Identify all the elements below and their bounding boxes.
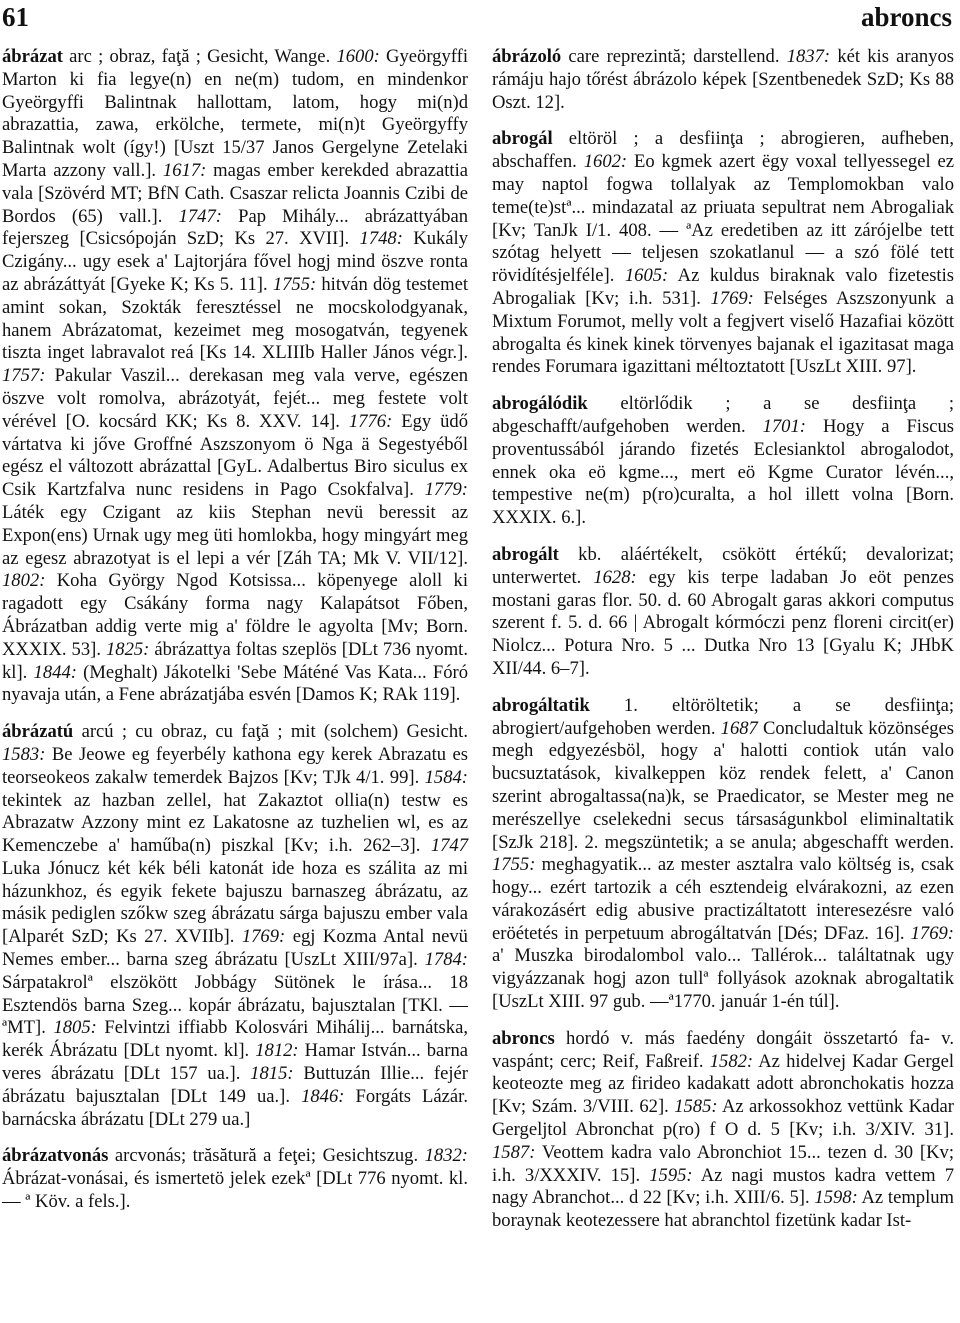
entry-text: eltörlődik ; a se desfiinţa ; abgeschafft/aufgehoben werden. <box>492 393 954 437</box>
entry-headword: ábrázoló <box>492 46 562 67</box>
entry-text: Concludaltuk közönséges megh edgyezésböl, hogy a' halotti contiok után valo bucsuztatások, kivalkeppen köz rendek felett, a' Canon szerint abrogaltassa(na)k, se Praedicator, se Mester meg ne merészellye cselekedni secus társaságunkbol eliminaltatik [SzJk 218]. 2. megszüntetik; a se anula; abgeschafft werden. <box>492 717 954 853</box>
citation-date: 1769: <box>910 922 954 944</box>
entry-text: tekintek az hazban zellel, hat Zakaztot ollia(n) testw es Abrazatw Azzony mint ez Lakatosne az tuzhelien wl, es az Kemenczebe a' haműba(n) piszkal [Kv; i.h. 262–3]. <box>2 789 468 857</box>
citation-date: 1825: <box>105 638 150 660</box>
entry-text: Sárpatakrolª elszökött Jobbágy Sütönek le írása... 18 Esztendös barna Szeg... kopár ábrázatu, bajusztalan [TKl. —ªMT]. <box>2 971 468 1039</box>
citation-date: 1747 <box>430 835 468 857</box>
citation-date: 1617: <box>162 159 207 181</box>
citation-date: 1812: <box>255 1040 299 1062</box>
entry-text: Ábrázat-vonásai, és ismertetö jelek ezekª [DLt 776 nyomt. kl. — ª Köv. a fels.]. <box>2 1168 468 1213</box>
entry-headword: abrogálódik <box>492 393 588 415</box>
entry-text: Hogy a Fiscus proventussából járando fizetés Eclesianktol abrogalodot, ennek oka eö kgme..., mert eö Kgme Curator lévén..., tempestive ne(m) p(ro)curalta, a hol illett volna [Born. XXXIX. 6.]. <box>492 415 954 529</box>
entry-headword: ábrázatvonás <box>2 1145 109 1167</box>
dictionary-entry <box>492 1028 954 1233</box>
citation-date: 1587: <box>492 1141 536 1163</box>
citation-date: 1748: <box>359 228 403 250</box>
entry-text: arcvonás; trăsătură a feţei; Gesichtszug. <box>108 1145 425 1167</box>
entry-text: Buttuzán Illie... fejér ábrázatu bajusztalan [DLt 149 ua.]. <box>2 1063 468 1107</box>
citation-date: 1776: <box>348 410 393 432</box>
citation-date: 1687 <box>720 717 758 739</box>
dictionary-entry <box>492 544 954 681</box>
citation-date: 1802: <box>2 570 46 592</box>
citation-date: 1769: <box>241 926 286 948</box>
left-column <box>2 46 468 1228</box>
citation-date: 1815: <box>250 1063 294 1085</box>
entry-text: Pakular Vaszil... derekasan meg vala verve, egészen öszve volt romolva, abrázotyát, fejét... meg festete volt vérével [O. kocsárd KK; Ks 8. XXV. 14]. <box>2 365 468 432</box>
entry-text: arcú ; cu obraz, cu faţă ; mit (solchem) Gesicht. <box>73 721 468 743</box>
entry-text: Felvintzi iffiabb Kolosvári Mihálij... barnátska, kerék Ábrázatu [DLt nyomt. kl]. <box>2 1017 468 1062</box>
dictionary-entry <box>492 695 954 1014</box>
citation-date: 1755: <box>492 854 536 876</box>
entry-text: Koha György Ngod Kotsissa... köpenyege aloll ki ragadott egy Csákány forma nagy Kalapátsot Főben, Ábrázatban addig verte mig a' földre le agyolta [Mv; Born. XXXIX. 53]. <box>2 570 468 660</box>
citation-date: 1844: <box>33 661 77 683</box>
dictionary-entry <box>492 128 954 379</box>
entry-text: magas ember kerekded abrazattia vala [Szövérd MT; BfN Cath. Csaszar relicta Joannis Czibi de Bordos (65) vall.]. <box>2 159 468 227</box>
citation-date: 1747: <box>178 205 222 227</box>
citation-date: 1784: <box>424 949 468 971</box>
entry-text: Eo kgmek azert ëgy voxal tellyessegel ez may naptol fogwa tollalyak az Templomokban valo teme(te)stª... mindazatal az priuata sepultrat nem Abrogaliak [Kv; TanJk I/1. 408. — ªAz eredetiben az itt zárójelbe tett szótag helyett — teljesen szokatlanul — a szó fölé tett rövidítésjelféle]. <box>492 151 954 287</box>
entry-text: Forgáts Lázár. barnácska ábrázatu [DLt 279 ua.] <box>2 1085 468 1130</box>
citation-date: 1755: <box>272 273 317 295</box>
citation-date: 1605: <box>624 265 669 287</box>
entry-text: hitván dög testemet amint sokan, Szokták feresztéssel ne mocskolodgyanak, hanem Abrázatomat, kezeimet meg mosogatván, tegyenek tiszta inget labravalot reá [Ks 14. XLIIIb Haller János végr.]. <box>2 273 468 364</box>
citation-date: 1583: <box>2 743 46 765</box>
entry-text: Az hidelvej Kadar Gergel keoteozte meg az firideo kadakatt adott abronchokatis hozza [Kv; Szám. 3/VIII. 62]. <box>492 1050 954 1118</box>
page-number: 61 <box>2 2 29 32</box>
page-header <box>2 2 952 36</box>
entry-text: Veottem kadra valo Abronchiot 15... tezen d. 30 [Kv; i.h. 3/XXXIV. 15]. <box>492 1141 954 1186</box>
dictionary-entry <box>492 393 954 530</box>
citation-date: 1769: <box>710 287 754 309</box>
dictionary-entry <box>2 46 468 707</box>
citation-date: 1584: <box>424 766 468 788</box>
running-head: abroncs <box>860 2 952 32</box>
entry-text: Az kuldus biraknak valo fizetestis Abrogaliak [Kv; i.h. 531]. <box>492 265 954 309</box>
entry-text: arc ; obraz, faţă ; Gesicht, Wange. <box>62 46 337 67</box>
citation-date: 1585: <box>674 1096 718 1118</box>
entry-text: care reprezintă; darstellend. <box>561 46 787 67</box>
citation-date: 1602: <box>583 151 628 173</box>
entry-text: 1. eltöröltetik; a se desfiinţa; abrogiert/aufgehoben werden. <box>492 694 954 739</box>
entry-text: egy kis terpe ladaban Jo eöt penzes mostani garas flor. 50. d. 60 Abrogalt garas akkori computus szerent f. 5. d. 66 | Abrogalt kórmóczi penz floreni circit(er) Niolcz... Potura Nro. 5 ... Dutka Nro 13 [Gyalu K; JHbK XII/44. 6–7]. <box>492 566 954 679</box>
citation-date: 1832: <box>424 1145 468 1167</box>
entry-text: Az templum boraynak keotezessere hat abranchtol fizetünk kadar Ist- <box>492 1187 955 1232</box>
entry-text: Be Jeowe eg feyerbély kathona egy kerek Abrazatu es teorseokeos zakalw temerdek Bajzos [Kv; TJk 4/1. 99]. <box>2 743 468 788</box>
citation-date: 1628: <box>593 566 637 588</box>
entry-text: kb. aláértékelt, csökött értékű; devalorizat; unterwertet. <box>492 543 954 588</box>
entry-text: Kukály Czigány... ugy esek a' Lajtorjára fővel hogj mind öszve ronta az abrázáttyát [Gyeke K; Ks 5. 11]. <box>2 228 469 295</box>
citation-date: 1779: <box>424 479 468 501</box>
entry-text: Egy üdő vártatva ki jőve Groffné Aszszonyom ö Nga ä Segestyéből egész el változott abrázattal [GyL. Adalbertus Biro siculus ex Csik Kartzfalva nunc residens in Pago Csokfalva]. <box>2 410 468 501</box>
entry-text: (Meghalt) Jákotelki 'Sebe Máténé Vas Kata... Fóró nyavaja után, a Fene abrázatjába esvén [Damos K; RAk 119]. <box>2 661 468 706</box>
entry-text: Luka Jónucz két kék béli katonát ide hoza es szálita az mi házunkhoz, és egyik fekete bajuszu barnaszeg ábrázatu, az másik pediglen szőkw szeg ábrázatu sárga bajuszu ember vala [Alparét SzD; Ks 27. XVIIb]. <box>2 857 468 948</box>
entry-headword: abrogáltatik <box>492 694 590 716</box>
entry-text: a' Muszka birodalombol valo... Tallérok... találtatnak ugy vigyázzanak hogj azon tullª follyások azoknak abrogaltatik [UszLt XIII. 97 gub. —ª1770. január 1-én túl]. <box>492 945 954 1013</box>
entry-text: Láték egy Czigant az kiis Stephan nevü beressit az Expon(ens) Urnak ugy meg üti homlokba, hogy mingyárt meg az egesz abrazotyat is el lepi a vér [Záh TA; Mk V. VII/12]. <box>2 501 468 569</box>
entry-text: Gyeörgyffi Marton ki fia legye(n) en ne(m) tudom, en mindenkor Gyeörgyffi Balintnak hallottam, latom, hogy mi(n)d abrazattia, zawa, erkölche, termete, mi(n)t Gyeörgyffy Balintnak wolt (így!) [Uszt 15/37 Janos Gergelyne Zetelaki Marta azzony vall.]. <box>2 46 468 181</box>
citation-date: 1805: <box>53 1017 97 1039</box>
entry-headword: abrogált <box>492 543 559 565</box>
citation-date: 1701: <box>762 415 806 437</box>
entry-text: ábrázattya foltas szeplös [DLt 736 nyomt. kl]. <box>2 638 468 683</box>
entry-text: két kis aranyos rámáju hajo tőrést ábrázolo képek [Szentbenedek SzD; Ks 88 Oszt. 12]. <box>492 46 954 113</box>
entry-text: hordó v. más faedény dongáit összetartó fa- v. vaspánt; cerc; Reif, Faßreif. <box>492 1027 954 1072</box>
entry-headword: ábrázatú <box>2 721 74 743</box>
citation-date: 1598: <box>814 1187 858 1209</box>
citation-date: 1757: <box>2 365 46 387</box>
citation-date: 1582: <box>709 1050 754 1072</box>
citation-date: 1600: <box>336 46 380 67</box>
dictionary-entry <box>2 1145 468 1213</box>
right-column <box>492 46 954 1247</box>
entry-text: egj Kozma Antal nevü Nemes ember... barna szeg ábrázatu [UszLt XIII/97a]. <box>2 926 468 971</box>
dictionary-entry <box>2 721 468 1131</box>
entry-text: eltöröl ; a desfiinţa ; abrogieren, aufheben, abschaffen. <box>492 128 954 173</box>
entry-text: Az arkossokhoz vettünk Kadar Gergeljtol Abronchat p(ro) f O d. 5 [Kv; i.h. 3/XIV. 31]. <box>492 1096 954 1141</box>
dictionary-entry <box>492 46 954 114</box>
entry-text: meghagyatik... az mester asztalra valo költség is, csak hogy... ezért tartozik a céh esztendeig elvárakozni, az ezen várakozásért edig abusive practizáltatott interesezésre való eröétetés in perpetuum abrogáltatván [Dés; DFaz. 16]. <box>492 854 954 944</box>
entry-text: Pap Mihály... abrázattyában fejerszeg [Csicsópoján SzD; Ks 27. XVII]. <box>2 205 469 250</box>
entry-headword: abroncs <box>492 1027 555 1049</box>
entry-headword: ábrázat <box>2 46 63 67</box>
citation-date: 1846: <box>301 1085 345 1107</box>
citation-date: 1595: <box>649 1164 693 1186</box>
entry-text: Hamar István... barna veres ábrázatu [DLt 157 ua.]. <box>2 1040 468 1085</box>
entry-text: Felséges Aszszonyunk a Mixtum Forumot, melly volt a fegjvert viselő Hazafiai között abrogalta és kinek kinek törvenyes bajanak el igazitasat maga rendes Forumara igazittani méltoztatott [UszLt XIII. 97]. <box>492 287 954 378</box>
entry-text: Az nagi mustos kadra vettem 7 nagy Abranchot... d 22 [Kv; i.h. XIII/6. 5]. <box>492 1164 954 1209</box>
entry-headword: abrogál <box>492 128 553 150</box>
citation-date: 1837: <box>786 46 831 67</box>
